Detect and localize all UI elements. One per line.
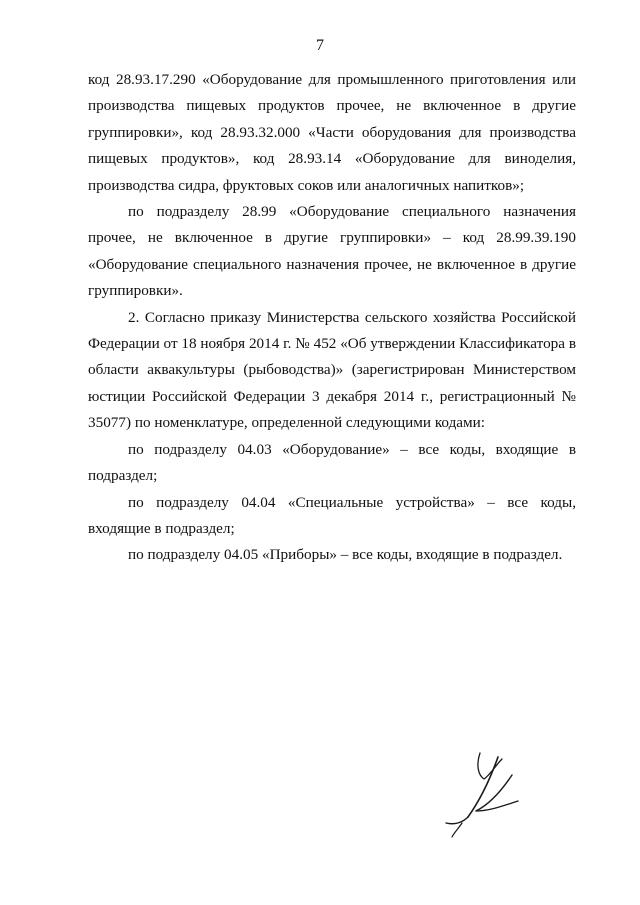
paragraph-order-452: 2. Согласно приказу Министерства сельского хозяйства Российской Федерации от 18 ноября 2014 г. № 452 «Об утверждении Классификатора в области аквакультуры (рыбоводства)» (зарегистрирован Министерством юстиции Российской Федерации 3 декабря 2014 г., регистрационный № 35077) по номенклатуре, определенной следующими кодами: (88, 308, 576, 432)
document-body (88, 67, 576, 569)
paragraph-subsection-04-05: по подразделу 04.05 «Приборы» – все коды, входящие в подраздел. (128, 546, 563, 564)
paragraph-subsection-04-04: по подразделу 04.04 «Специальные устройства» – все коды, входящие в подраздел; (88, 493, 576, 537)
paragraph-subsection-28-99: по подразделу 28.99 «Оборудование специального назначения прочее, не включенное в другие группировки» – код 28.99.39.190 «Оборудование специального назначения прочее, не включенное в другие группировки». (88, 203, 576, 300)
signature-icon (432, 745, 532, 845)
paragraph-subsection-04-03: по подразделу 04.03 «Оборудование» – все коды, входящие в подраздел; (88, 440, 576, 485)
paragraph-codes-28-93: код 28.93.17.290 «Оборудование для промышленного приготовления или производства пищевых продуктов прочее, не включенное в другие группировки», код 28.93.32.000 «Части оборудования для производства пищевых продуктов», код 28.93.14 «Оборудование для виноделия, производства сидра, фруктовых соков или аналогичных напитков»; (88, 71, 576, 194)
page-number: 7 (316, 37, 324, 54)
